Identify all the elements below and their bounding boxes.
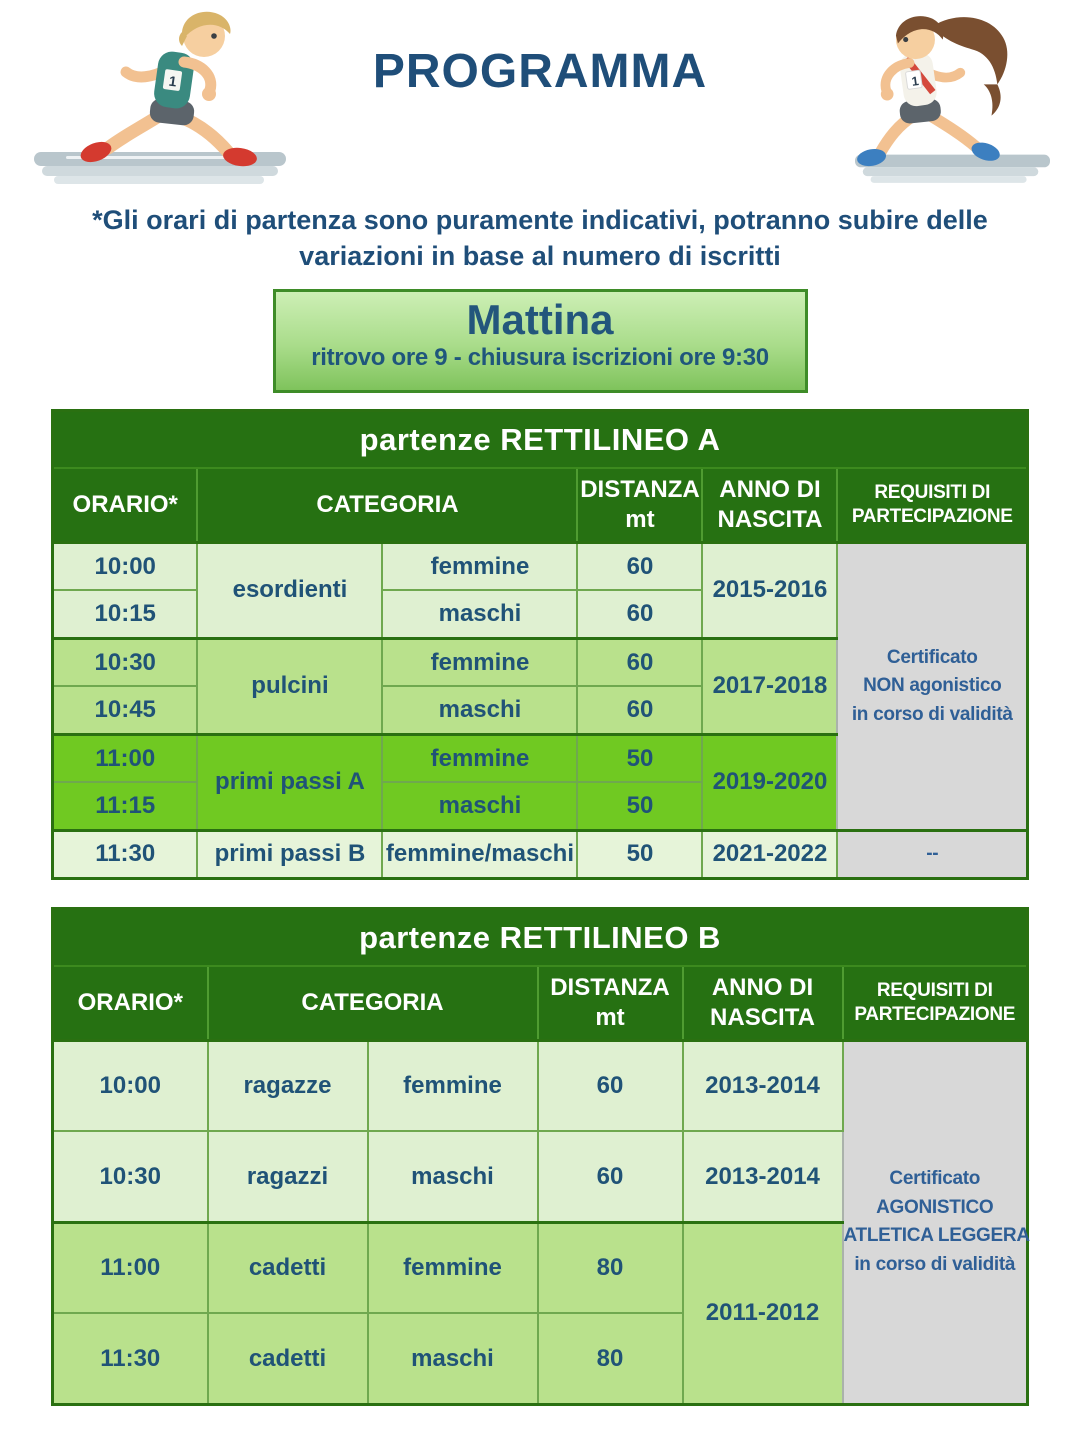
cell-orario: 11:00 xyxy=(52,734,197,782)
table-row xyxy=(52,542,1027,590)
cell-anno: 2013-2014 xyxy=(683,1131,843,1222)
cell-sesso: femmine/maschi xyxy=(382,830,577,878)
cell-sesso: maschi xyxy=(382,782,577,830)
col-header-distanza: DISTANZA mt xyxy=(577,468,702,542)
cell-orario: 11:30 xyxy=(52,830,197,878)
cell-sesso: femmine xyxy=(368,1222,538,1313)
cell-orario: 11:30 xyxy=(53,1313,208,1404)
cell-anno: 2021-2022 xyxy=(702,830,837,878)
table-rettilineo-a xyxy=(51,409,1029,880)
cell-orario: 10:00 xyxy=(53,1040,208,1131)
cell-orario: 11:15 xyxy=(52,782,197,830)
cell-distanza: 60 xyxy=(538,1040,683,1131)
cell-categoria: esordienti xyxy=(197,542,382,638)
boy-bib-number: 1 xyxy=(167,72,178,90)
cell-categoria: pulcini xyxy=(197,638,382,734)
disclaimer-line-1: *Gli orari di partenza sono puramente indicativi, potranno subire delle xyxy=(92,205,988,235)
header xyxy=(0,0,1080,196)
cell-distanza: 60 xyxy=(577,686,702,734)
cell-orario: 10:15 xyxy=(52,590,197,638)
table-b-title: partenze RETTILINEO B xyxy=(53,908,1028,966)
cell-distanza: 60 xyxy=(577,542,702,590)
cell-anno: 2013-2014 xyxy=(683,1040,843,1131)
cell-categoria: cadetti xyxy=(208,1222,368,1313)
cell-requisiti: -- xyxy=(837,830,1027,878)
disclaimer-line-2: variazioni in base al numero di iscritti xyxy=(299,241,781,272)
disclaimer-text xyxy=(60,202,1020,275)
cell-sesso: maschi xyxy=(368,1313,538,1404)
cell-sesso: maschi xyxy=(382,590,577,638)
col-header-categoria: CATEGORIA xyxy=(208,966,538,1040)
col-header-orario: ORARIO* xyxy=(53,966,208,1040)
session-subtitle: ritrovo ore 9 - chiusura iscrizioni ore 9:30 xyxy=(311,344,769,372)
cell-sesso: maschi xyxy=(368,1131,538,1222)
cell-anno: 2017-2018 xyxy=(702,638,837,734)
cell-sesso: femmine xyxy=(368,1040,538,1131)
cell-requisiti: Certificato AGONISTICO ATLETICA LEGGERA in corso di validità xyxy=(843,1040,1028,1404)
girl-bib-number: 1 xyxy=(910,74,920,89)
cell-orario: 10:30 xyxy=(53,1131,208,1222)
table-a-title: partenze RETTILINEO A xyxy=(52,410,1027,468)
cell-sesso: femmine xyxy=(382,734,577,782)
cell-categoria: primi passi A xyxy=(197,734,382,830)
cell-distanza: 50 xyxy=(577,782,702,830)
cell-distanza: 50 xyxy=(577,734,702,782)
cell-sesso: femmine xyxy=(382,542,577,590)
cell-anno: 2015-2016 xyxy=(702,542,837,638)
table-rettilineo-b xyxy=(51,907,1029,1406)
page-title: PROGRAMMA xyxy=(372,45,708,98)
cell-requisiti: Certificato NON agonistico in corso di validità xyxy=(837,542,1027,830)
col-header-orario: ORARIO* xyxy=(52,468,197,542)
runner-boy-illustration xyxy=(32,6,302,196)
cell-categoria: primi passi B xyxy=(197,830,382,878)
col-header-requisiti: REQUISITI DI PARTECIPAZIONE xyxy=(843,966,1028,1040)
col-header-anno: ANNO DI NASCITA xyxy=(683,966,843,1040)
cell-distanza: 60 xyxy=(538,1131,683,1222)
col-header-distanza: DISTANZA mt xyxy=(538,966,683,1040)
cell-categoria: ragazzi xyxy=(208,1131,368,1222)
table-row xyxy=(53,1040,1028,1131)
cell-orario: 10:45 xyxy=(52,686,197,734)
col-header-categoria: CATEGORIA xyxy=(197,468,577,542)
cell-distanza: 50 xyxy=(577,830,702,878)
cell-categoria: ragazze xyxy=(208,1040,368,1131)
cell-sesso: femmine xyxy=(382,638,577,686)
cell-distanza: 60 xyxy=(577,638,702,686)
runner-girl-illustration xyxy=(855,8,1050,198)
cell-distanza: 60 xyxy=(577,590,702,638)
session-box xyxy=(273,289,808,393)
cell-distanza: 80 xyxy=(538,1222,683,1313)
cell-orario: 11:00 xyxy=(53,1222,208,1313)
cell-categoria: cadetti xyxy=(208,1313,368,1404)
col-header-requisiti: REQUISITI DI PARTECIPAZIONE xyxy=(837,468,1027,542)
cell-anno: 2011-2012 xyxy=(683,1222,843,1404)
table-row xyxy=(52,830,1027,878)
session-title: Mattina xyxy=(466,295,614,343)
cell-anno: 2019-2020 xyxy=(702,734,837,830)
cell-sesso: maschi xyxy=(382,686,577,734)
cell-distanza: 80 xyxy=(538,1313,683,1404)
cell-orario: 10:00 xyxy=(52,542,197,590)
cell-orario: 10:30 xyxy=(52,638,197,686)
col-header-anno: ANNO DI NASCITA xyxy=(702,468,837,542)
